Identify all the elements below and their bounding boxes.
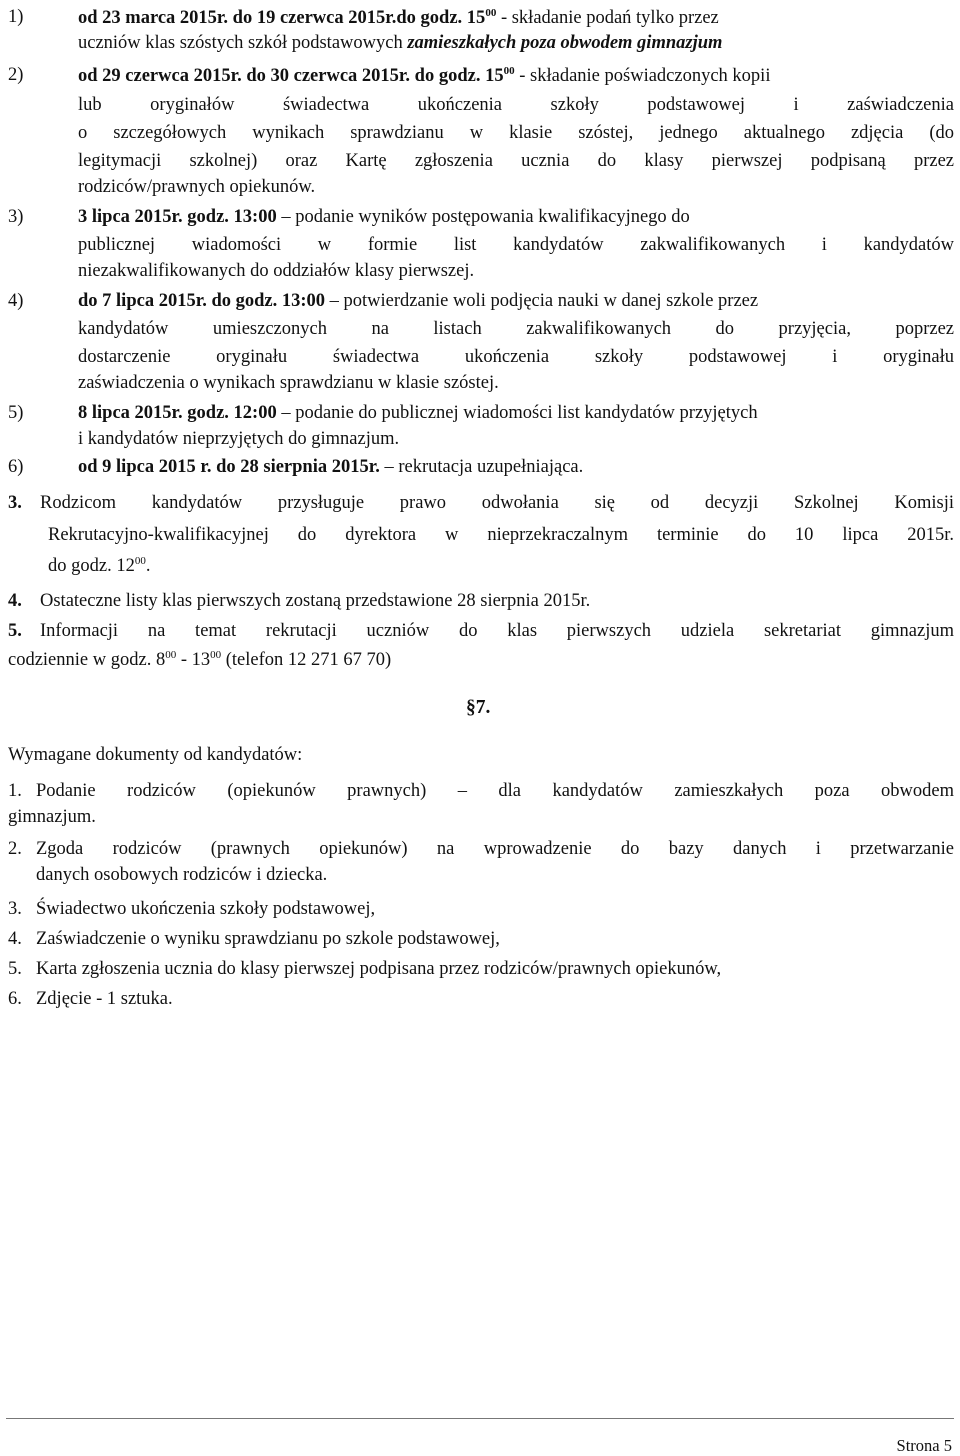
superscript: 00 [503, 65, 515, 77]
list-number: 4) [8, 291, 24, 311]
list-number: 1. [8, 781, 22, 801]
doc-item-6: Zdjęcie - 1 sztuka. [36, 989, 173, 1009]
list-number: 6) [8, 457, 24, 477]
point-5-line-1: Informacji na temat rekrutacji uczniów do klas pierwszych udziela sekretariat gimnazjum [40, 621, 954, 641]
superscript: 00 [485, 7, 497, 19]
list-item-2-line-3: o szczegółowych wynikach sprawdzianu w klasie szóstej, jednego aktualnego zdjęcia (do [78, 123, 954, 143]
list-item-4-line-1: do 7 lipca 2015r. do godz. 13:00 – potwierdzanie woli podjęcia nauki w danej szkole przez [78, 291, 759, 311]
superscript: 00 [134, 555, 146, 567]
date-range: od 23 marca 2015r. do 19 czerwca 2015r.do godz. 15 [78, 8, 486, 29]
doc-item-3: Świadectwo ukończenia szkoły podstawowej, [36, 899, 376, 919]
point-3-line-1: Rodzicom kandydatów przysługuje prawo odwołania się od decyzji Szkolnej Komisji [40, 493, 954, 513]
date-range: 3 lipca 2015r. godz. 13:00 [78, 207, 277, 227]
list-number: 5) [8, 403, 24, 423]
section-heading: §7. [466, 697, 491, 718]
doc-item-4: Zaświadczenie o wyniku sprawdzianu po szkole podstawowej, [36, 929, 500, 949]
doc-item-1-line-2: gimnazjum. [8, 807, 96, 827]
doc-item-2-line-2: danych osobowych rodziców i dziecka. [36, 865, 328, 885]
footer-divider [6, 1418, 954, 1419]
list-number: 5. [8, 959, 22, 979]
list-item-1-line-2: uczniów klas szóstych szkół podstawowych zamieszkałych poza obwodem gimnazjum [78, 33, 723, 53]
list-item-2-line-2: lub oryginałów świadectwa ukończenia szkoły podstawowej i zaświadczenia [78, 95, 954, 115]
point-number: 4. [8, 591, 22, 611]
list-item-2-line-1: od 29 czerwca 2015r. do 30 czerwca 2015r. do godz. $15^{00}$ - składanie poświadczonych kopii [78, 65, 771, 87]
list-number: 3) [8, 207, 24, 227]
point-5-line-2: codziennie w godz. $8^{00} - 13^{00}$ (telefon 12 271 67 70) [8, 649, 392, 671]
list-number: 2) [8, 65, 24, 85]
list-item-2-line-5: rodziców/prawnych opiekunów. [78, 177, 316, 197]
date-range: od 9 lipca 2015 r. do 28 sierpnia 2015r. [78, 457, 380, 477]
page-number: Strona 5 [896, 1436, 952, 1455]
docs-heading: Wymagane dokumenty od kandydatów: [8, 745, 303, 765]
date-range: 8 lipca 2015r. godz. 12:00 [78, 403, 277, 423]
list-item-5-line-2: i kandydatów nieprzyjętych do gimnazjum. [78, 429, 400, 449]
list-item-4-line-3: dostarczenie oryginału świadectwa ukończenia szkoły podstawowej i oryginału [78, 347, 954, 367]
point-3-line-3: do godz. $12^{00}$. [48, 555, 151, 577]
point-3-line-2: Rekrutacyjno-kwalifikacyjnej do dyrektora w nieprzekraczalnym terminie do 10 lipca 2015r. [48, 525, 954, 545]
emphasis-text: zamieszkałych poza obwodem gimnazjum [407, 33, 723, 53]
list-item-4-line-2: kandydatów umieszczonych na listach zakwalifikowanych do przyjęcia, poprzez [78, 319, 954, 339]
list-item-4-line-4: zaświadczenia o wynikach sprawdzianu w klasie szóstej. [78, 373, 499, 393]
list-number: 3. [8, 899, 22, 919]
date-range: do 7 lipca 2015r. do godz. 13:00 [78, 291, 326, 311]
doc-item-5: Karta zgłoszenia ucznia do klasy pierwszej podpisana przez rodziców/prawnych opiekunów, [36, 959, 722, 979]
list-item-3-line-2: publicznej wiadomości w formie list kandydatów zakwalifikowanych i kandydatów [78, 235, 954, 255]
superscript: 00 [210, 649, 222, 661]
doc-item-1-line-1: Podanie rodziców (opiekunów prawnych) – dla kandydatów zamieszkałych poza obwodem [36, 781, 954, 801]
item-text: - składanie podań tylko przez [496, 8, 719, 29]
list-item-3-line-1: 3 lipca 2015r. godz. 13:00 – podanie wyników postępowania kwalifikacyjnego do [78, 207, 690, 227]
date-range: od 29 czerwca 2015r. do 30 czerwca 2015r. do godz. 15 [78, 66, 504, 87]
list-number: 6. [8, 989, 22, 1009]
doc-item-2-line-1: Zgoda rodziców (prawnych opiekunów) na wprowadzenie do bazy danych i przetwarzanie [36, 839, 954, 859]
list-number: 2. [8, 839, 22, 859]
list-item-3-line-3: niezakwalifikowanych do oddziałów klasy pierwszej. [78, 261, 475, 281]
list-number: 4. [8, 929, 22, 949]
point-number: 5. [8, 621, 22, 641]
list-item-2-line-4: legitymacji szkolnej) oraz Kartę zgłoszenia ucznia do klasy pierwszej podpisaną przez [78, 151, 954, 171]
list-item-1-line-1 [78, 8, 954, 28]
list-number: 1) [8, 7, 24, 27]
superscript: 00 [165, 649, 177, 661]
point-4-text: Ostateczne listy klas pierwszych zostaną przedstawione 28 sierpnia 2015r. [40, 591, 591, 611]
list-item-5-line-1: 8 lipca 2015r. godz. 12:00 – podanie do publicznej wiadomości list kandydatów przyjętych [78, 403, 758, 423]
list-item-6-line-1: od 9 lipca 2015 r. do 28 sierpnia 2015r. – rekrutacja uzupełniająca. [78, 457, 584, 477]
point-number: 3. [8, 493, 22, 513]
